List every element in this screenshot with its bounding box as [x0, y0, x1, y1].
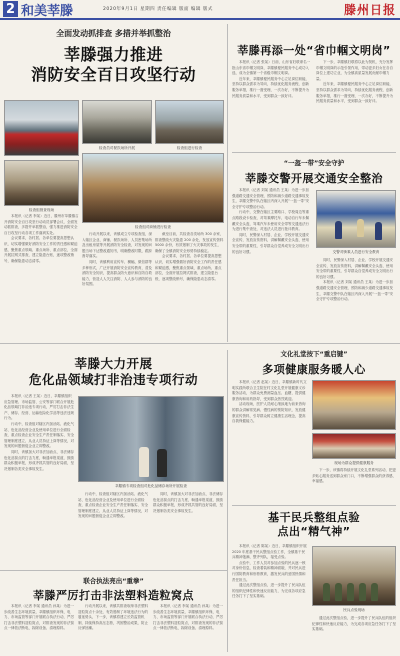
paragraph: 点验中，工作人员对参加点验的民兵逐一核对身份信息，检查着装和精神面貌，并对民兵进行国防教育和形势教育，激发民兵的爱国热情和责任担当。 [232, 560, 306, 582]
article-kicker: 全面发动抓排查 多措并举抓整治 [56, 29, 171, 38]
row-divider [0, 570, 227, 571]
paragraph: 同时，民警深入村居、企业、学校开展交通安全宣传，发放宣传资料，讲解佩戴安全头盔、使用安全带的重要性，引导群众自觉养成安全文明出行的良好习惯。 [232, 232, 309, 254]
article-kicker: “一盔一带”安全守护 [283, 159, 345, 167]
paragraph: 同时，该镇利用宣传车、横幅、微信群等多种形式，广泛开展消防安全宣传教育，普及消防安全知识，提高群众防火意识和自防自救能力，营造人人关注消防、人人参与消防的良好氛围。 [82, 259, 152, 287]
article-body-col2 [312, 616, 396, 652]
paragraph: 同时，民警深入村居、企业、学校开展交通安全宣传，发放宣传资料，讲解佩戴安全头盔、使用安全带的重要性，引导群众自觉养成安全文明出行的良好习惯。 [316, 258, 393, 279]
newspaper-logo: 滕州日报 [343, 3, 396, 17]
photo-inspection-team [4, 160, 79, 206]
article-body-col3 [153, 604, 224, 652]
photo-caption: 检查组督查现场 [28, 208, 55, 212]
paragraph: 同时，该镇加大对非法加油点、非法储存危化品窝点的打击力度，畅通举报渠道，鼓励群众积极举报，形成齐抓共管的良好局面，坚决遏制各类安全事故发生。 [4, 449, 74, 471]
figure-rider [357, 219, 364, 237]
paragraph: 行动中，交警在辖区主要路口、学校周边等重点路段设卡检查，对驾乘摩托车、电动自行车未佩戴安全头盔，驾乘汽车未使用安全带等交通违法行为进行集中查处，对违法人员进行批评教育。 [232, 210, 309, 232]
paragraph: 会议要求，各村居、各单位要提高思想认识，切实增强做好消防安全工作的责任感和紧迫感，聚焦重点领域、重点场所、重点部位，全面开展拉网式排查，建立隐患台账，逐项整改销号，确保隐患动态清零。 [4, 236, 78, 263]
paragraph: 会议要求，各村居、各单位要提高思想认识，切实增强做好消防安全工作的责任感和紧迫感，聚焦重点领域、重点场所、重点部位，全面开展拉网式排查，建立隐患台账，逐项整改销号，确保隐患动态清零。 [155, 254, 222, 281]
paragraph: 行动中，检查组对辖区内加油站、液化气站、危化品经营企业及使用单位进行全面检查，重点检查企业安全生产责任制落实、安全管理制度建立、从业人员持证上岗等情况，对发现的问题督促企业立即整改。 [78, 492, 148, 519]
article-headline-line2: 点出“精气神” [277, 525, 351, 538]
article-kicker: 文化礼堂按下“重启键” [280, 350, 348, 358]
masthead [0, 0, 400, 20]
figure-militia [335, 583, 342, 601]
photo-street-check [155, 100, 224, 144]
issue-meta: 2020年9月1日 星期四 责任编辑 版面 编辑 版式 [103, 7, 213, 12]
row-divider [232, 505, 396, 506]
article-headline-line2: 危化品领域打非治违专项行动 [28, 372, 198, 387]
article-headline-line1: 莘滕强力推进 [63, 45, 163, 64]
paragraph: 行动中，检查组对辖区内加油站、液化气站、危化品经营企业及使用单位进行全面检查，重点检查企业安全生产责任制落实、安全管理制度建立、从业人员持证上岗等情况，对发现的问题督促企业立即整改。 [4, 421, 74, 449]
article-headline: 多项健康服务暖人心 [262, 363, 366, 376]
page-number: 2 [3, 1, 18, 17]
paragraph: 下一步，莘滕镇妇联将以此为契机，充分发挥巾帼文明岗的示范引领作用，带动更多妇女在各自岗位上建功立业，为全镇高质量发展贡献巾帼力量。 [316, 60, 393, 81]
paragraph: 本报讯（记者 刘某 通讯员 王某）为进一步加强道路交通安全管理，预防和减少道路交通事故发生，莘滕交警中队在辖区内深入开展“一盔一带”安全守护专项整治行动。 [232, 188, 310, 209]
paragraph: 本报讯（记者 赵某）近日，莘滕镇新时代文明实践所联合卫生院在村文化礼堂开展健康义诊服务活动，为群众免费测量血压、血糖，提供健康咨询和用药指导，受到群众热烈欢迎。 [232, 380, 307, 401]
paragraph: 同时，该镇加大对非法加油点、非法储存危化品窝点的打击力度，畅通举报渠道，鼓励群众积极举报，形成齐抓共管的良好局面，坚决遏制各类安全事故发生。 [153, 492, 223, 513]
article-body-col2 [78, 492, 149, 568]
figure-militia [371, 583, 378, 601]
paragraph: 本报讯（记者 李某 通讯员 孙某）为进一步改善生态环境质量，莘滕镇组织环保、电力、市场监管等部门开展联合执法行动，严厉打击非法塑料造粒窝点，对排查发现的非法窝点一律依法断电、拆除设备、清理原料。 [4, 604, 74, 631]
photo-militia-roll-call [312, 546, 396, 606]
photo-caption: 检查组对商铺进行检查 [135, 225, 171, 229]
paragraph: 近年来，莘滕镇便民服务中心立足岗位职能，坚持以群众需求为导向，持续优化服务流程，创新服务举措，推行一窗受理、一次办好，不断提升为民服务质量和水平，受到群众一致好评。 [316, 82, 393, 104]
photo-gas-cylinders [78, 396, 224, 482]
photo-caption: 检查组进行检查 [176, 146, 203, 150]
figure-inspector [157, 449, 167, 477]
photo-fire-truck [4, 100, 79, 156]
article-body-col1 [4, 214, 79, 341]
article-body-col3 [155, 232, 224, 341]
article-headline-line2: 消防安全百日攻坚行动 [30, 65, 196, 84]
article-body-col1 [232, 188, 312, 341]
paragraph: 本报讯（记者 李某）近日，滕州市莘滕镇召开消防安全百日攻坚行动动员部署会议，全面发动抓排查，多措并举抓整治，强力推进消防安全百日攻坚行动各项工作落到实处。 [4, 214, 79, 235]
photo-caption: 现场为群众提供健康服务 [334, 461, 374, 465]
article-headline: 莘滕严厉打击非法塑料造粒窝点 [33, 589, 194, 602]
article-body-col1 [232, 380, 308, 503]
paragraph: 近年来，莘滕镇便民服务中心立足岗位职能，坚持以群众需求为导向，持续优化服务流程，创新服务举措，推行一窗受理、一次办好，不断提升为民服务质量和水平，受到群众一致好评。 [232, 76, 309, 98]
paragraph: 活动现场，医护人员耐心细致地为前来咨询的群众讲解常见病、慢性病的预防知识，发放健康宣传资料，引导群众树立健康生活理念，提高自我保健能力。 [232, 402, 306, 424]
article-headline: 莘滕交警开展交通安全整治 [245, 172, 383, 185]
paragraph: 通过此次整组点验，进一步提升了民兵队伍的组织纪律性和快速反应能力，为完成各项应急任务打下了坚实基础。 [312, 616, 396, 632]
photo-caption: 莘滕镇专项检查组对危化品储存场所开展检查 [115, 484, 187, 488]
paragraph: 本报讯（记者 陈某）近日，莘滕镇组织开展 2020 年度基干民兵整组点验工作，全镇基干民兵精神饱满、整齐列队，接受点验。 [232, 544, 307, 560]
paragraph: 行动开展以来，该镇共排查取缔非法塑料造粒窝点十余处，有效遏制了环境违法行为的蔓延势头，下一步，该镇将建立长效监管机制，持续保持高压态势，巩固整治成果，防止反弹回潮。 [78, 604, 148, 631]
figure-inspector [139, 447, 149, 477]
article-body-col2 [312, 468, 396, 503]
article-body-col2 [316, 258, 396, 341]
article-body-col2 [82, 232, 152, 341]
figure-militia [323, 583, 330, 601]
photo-caption: 检查员对餐饮场所开展 [99, 146, 135, 150]
article-body-col1 [4, 394, 74, 568]
article-headline: 莘滕再添一处“省巾帼文明岗” [237, 44, 391, 57]
photo-shop-inspection [82, 153, 224, 223]
figure-officer [335, 221, 342, 239]
paragraph: 本报讯（记者 王某）近日，莘滕镇组织应急管理、市场监管、公安等部门联合开展危化品领域打非治违专项行动，严厉打击非法生产、储存、经营、运输危险化学品等违法违规行为。 [4, 394, 74, 421]
article-headline-line1: 莘滕大力开展 [74, 356, 153, 371]
photo-caption: 交警对骑乘人员进行安全教育 [332, 250, 380, 254]
paragraph: 下一步，该镇将持续开展文化礼堂系列活动，把更多贴心服务送到群众家门口，不断增强群众的获得感、幸福感。 [312, 468, 396, 484]
article-body-col1 [232, 60, 312, 150]
column-divider [227, 350, 228, 652]
paragraph: 行动开展以来，该镇成立专项检查组，深入辖区企业、商铺、餐饮场所、人员密集场所及出租房屋等开展消防安全检查，对发现的问题当场下达整改通知书，明确整改时限，跟踪督导落实。 [82, 232, 152, 259]
paragraph: 截至目前，共检查各类场所 300 余家，排查整改火灾隐患 200 余处，发放宣传资料 5000 余份，有效遏制了火灾事故的发生，确保了全镇消防安全形势持续稳定。 [155, 232, 224, 253]
paragraph: 本报讯（记者 张某）日前，山东省妇联命名一批山东省巾帼文明岗，莘滕镇便民服务中心成功入选，成为全镇第一个省级巾帼文明岗。 [232, 60, 311, 76]
paragraph: 本报讯（记者 李某 通讯员 孙某）为进一步改善生态环境质量，莘滕镇组织环保、电力、市场监管等部门开展联合执法行动，严厉打击非法塑料造粒窝点，对排查发现的非法窝点一律依法断电、拆除设备、清理原料。 [153, 604, 223, 631]
photo-building-inspection [82, 100, 152, 144]
row-divider [232, 152, 396, 153]
figure-militia [359, 583, 366, 601]
column-divider [227, 24, 228, 342]
article-body-col1 [232, 544, 308, 652]
photo-caption: 民兵点验现场 [343, 608, 365, 612]
paragraph: 通过此次整组点验，进一步提升了民兵队伍的组织纪律性和快速反应能力，为完成各项应急任务打下了坚实基础。 [232, 583, 306, 599]
row-divider [0, 343, 400, 344]
figure-militia [347, 583, 354, 601]
photo-cultural-hall [312, 433, 396, 459]
figure-officer [375, 222, 382, 240]
article-body-col3 [153, 492, 224, 568]
article-body-col1 [4, 604, 74, 652]
section-name: 和美莘滕 [21, 3, 74, 19]
paragraph: 本报讯（记者 刘某 通讯员 王某）为进一步加强道路交通安全管理，预防和减少道路交通事故发生，莘滕交警中队在辖区内深入开展“一盔一带”安全守护专项整治行动。 [316, 280, 394, 302]
article-body-col2 [78, 604, 149, 652]
article-kicker: 联合执法亮出“重拳” [83, 577, 144, 585]
photo-health-service [312, 380, 396, 430]
article-headline-line1: 基干民兵整组点验 [268, 511, 360, 524]
photo-traffic-police [316, 190, 396, 248]
article-body-col2 [316, 60, 396, 150]
